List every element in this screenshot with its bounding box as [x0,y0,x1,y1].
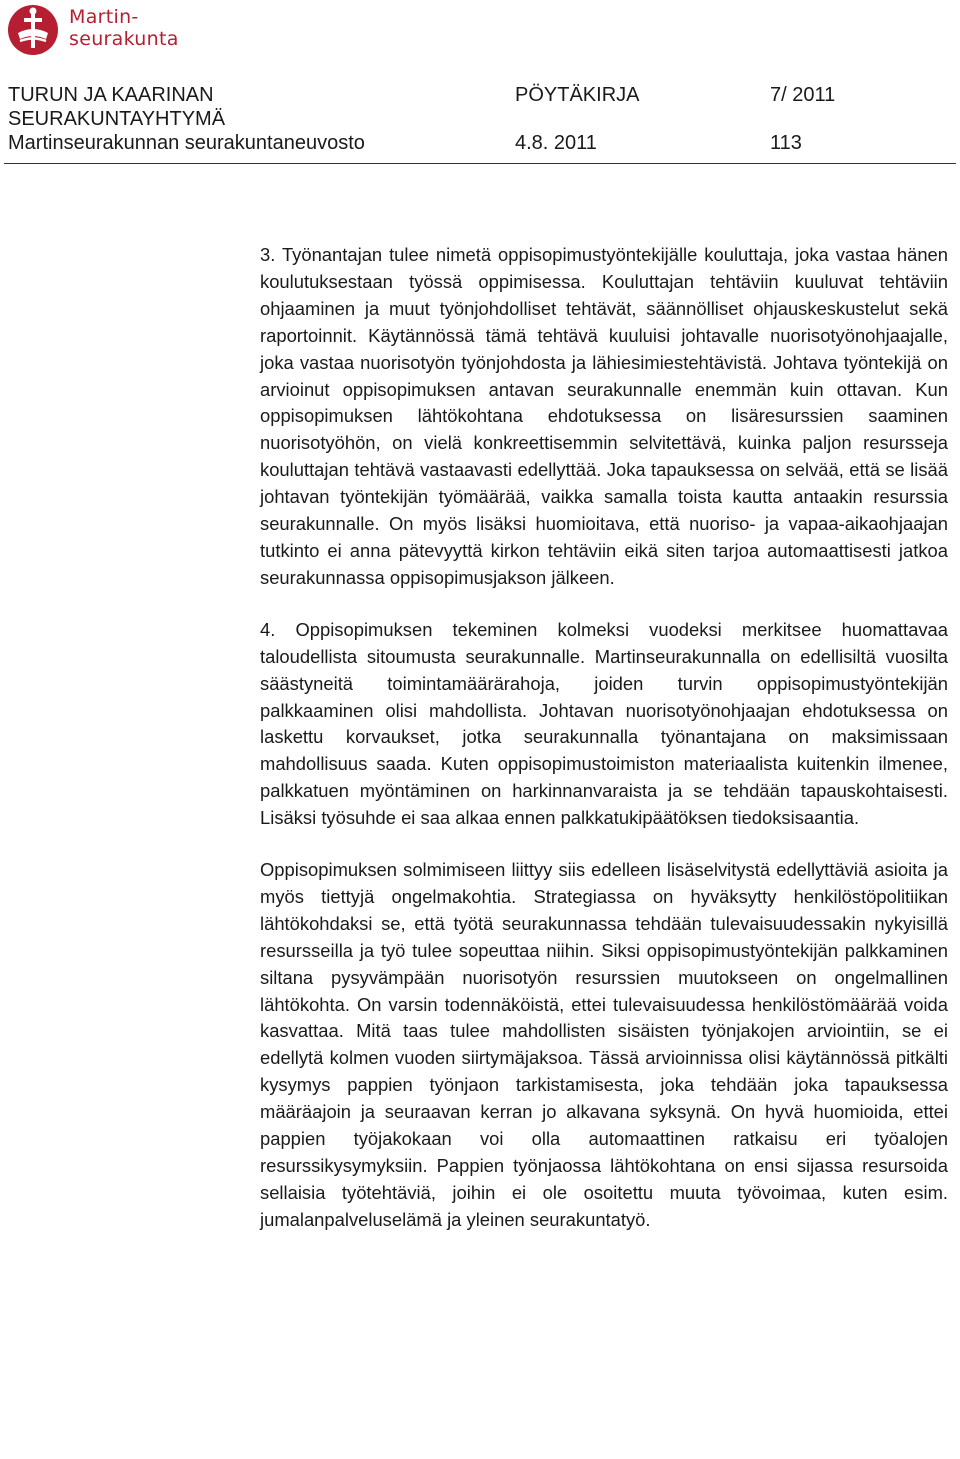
document-header [8,83,956,155]
logo [6,3,196,57]
document-type: PÖYTÄKIRJA [515,84,640,106]
organization-name: TURUN JA KAARINAN [8,84,214,106]
paragraph-item-3: 3. Työnantajan tulee nimetä oppisopimustyöntekijälle kouluttaja, joka vastaa hänen koulutuksestaan työssä oppimisessa. Kouluttajan tehtäviin kuuluvat tehtäviin ohjaaminen ja muut työnjohdolliset tehtävät, säännölliset ohjauskeskustelut sekä raportoinnit. Käytännössä tämä tehtävä kuuluisi johtavalle nuorisotyönohjaajalle, joka vastaa nuorisotyön työnjohdosta ja lähiesimiestehtävistä. Johtava työntekijä on arvioinut oppisopimuksen antavan seurakunnalle enemmän kuin ottavan. Kun oppisopimuksen lähtökohtana ehdotuksessa on lisäresurssien saaminen nuorisotyöhön, on vielä konkreettisemmin selvitettävä, kuinka paljon resursseja kouluttajan tehtävä vastaavasti edellyttää. Joka tapauksessa on selvää, että se lisää johtavan työntekijän työmäärää, vaikka samalla toista kautta antaakin resurssia seurakunnalle. On myös lisäksi huomioitava, että nuoriso- ja vapaa-aikaohjaajan tutkinto ei anna pätevyyttä kirkon tehtäviin eikä siten tarjoa automaattisesti jatkoa seurakunnassa oppisopimusjakson jälkeen. [260,244,948,588]
document-body [260,242,948,1234]
paragraph-item-4: 4. Oppisopimuksen tekeminen kolmeksi vuodeksi merkitsee huomattavaa taloudellista sitoumusta seurakunnalle. Martinseurakunnalla on edellisiltä vuosilta säästyneitä toimintamäärärahoja, joiden turvin oppisopimustyöntekijän palkkaaminen olisi mahdollista. Johtavan nuorisotyönohjaajan ehdotuksessa on laskettu korvaukset, jotka seurakunnalla työnantajana on maksimissaan mahdollisuus saada. Kuten oppisopimustoimiston materiaalista kuitenkin ilmenee, palkkatuen myöntäminen on harkinnanvaraista ja se tehdään tapauskohtaisesti. Lisäksi työsuhde ei saa alkaa ennen palkkatukipäätöksen tiedoksisaantia. [260,618,948,829]
meeting-date: 4.8. 2011 [515,132,597,154]
logo-line-1: Martin- [69,6,139,28]
logo-line-2: seurakunta [69,28,179,50]
martinseurakunta-emblem-icon [6,3,60,57]
page-number: 113 [770,132,802,154]
organization-name-line-2: SEURAKUNTAYHTYMÄ [8,108,226,130]
document-number: 7/ 2011 [770,84,836,106]
logo-wordmark [69,6,179,50]
council-name: Martinseurakunnan seurakuntaneuvosto [8,132,365,154]
header-divider [4,163,956,164]
paragraph-conclusion: Oppisopimuksen solmimiseen liittyy siis edelleen lisäselvitystä edellyttäviä asioita ja myös tiettyjä ongelmakohtia. Strategiassa on hyväksytty henkilöstöpolitiikan lähtökohdaksi se, että työtä seurakunnassa tehdään tulevaisuudessakin nykyisillä resursseilla ja työ tulee sopeuttaa niihin. Siksi oppisopimustyöntekijän palkkaminen siltana pysyvämpään nuorisotyön resurssien muutokseen on ongelmallinen lähtökohta. On varsin todennäköistä, ettei tulevaisuudessa henkilöstömäärää voida kasvattaa. Mitä taas tulee mahdollisten sisäisten työnjakojen arviointiin, se ei edellytä kolmen vuoden siirtymäjaksoa. Tässä arvioinnissa olisi käytännössä pitkälti kysymys pappien työnjaon tarkistamisesta, joka tehdään joka tapauksessa määräajoin ja seuraavan kerran jo alkavana syksynä. On hyvä huomioida, ettei pappien työjakokaan voi olla automaattinen ratkaisu eri työalojen resurssikysymyksiin. Pappien työnjaossa lähtökohtana on ensi sijassa resursoida sellaisia työtehtäviä, joihin ei ole osoitettu muuta työvoimaa, kuten esim. jumalanpalveluselämä ja yleinen seurakuntatyö. [260,859,948,1230]
